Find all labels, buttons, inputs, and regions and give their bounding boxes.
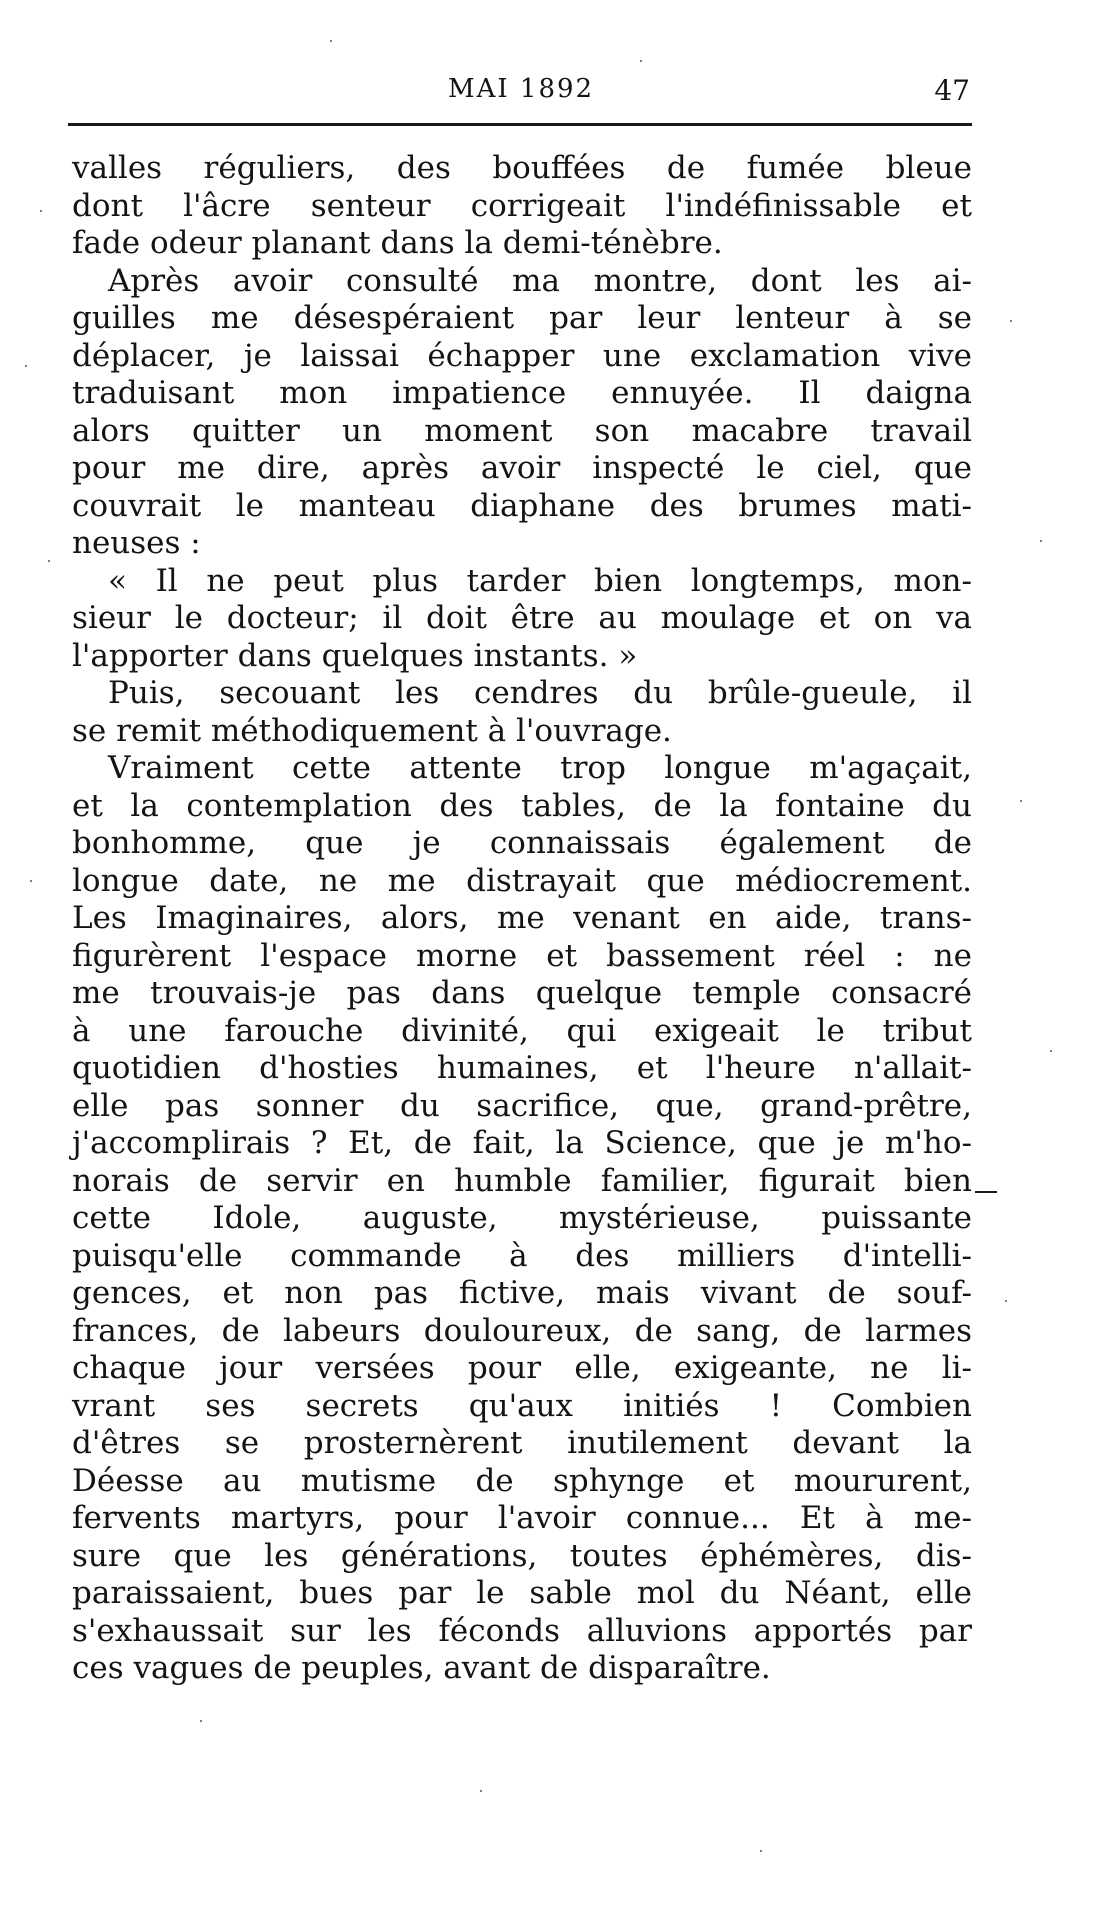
- text-line: vrant ses secrets qu'aux initiés ! Combien: [72, 1387, 972, 1424]
- text-line: Déesse au mutisme de sphynge et moururent,: [72, 1462, 972, 1499]
- text-line: ces vagues de peuples, avant de disparaître.: [72, 1650, 771, 1686]
- text-line: j'accomplirais ? Et, de fait, la Science, que je m'ho-: [72, 1125, 972, 1161]
- scan-speck: [25, 365, 27, 367]
- scan-speck: [480, 1790, 482, 1792]
- page-header: [68, 74, 970, 114]
- margin-dash: [975, 1191, 997, 1193]
- text-line: Puis, secouant les cendres du brûle-gueule, il: [108, 675, 972, 711]
- text-line: alors quitter un moment son macabre travail: [72, 412, 972, 449]
- text-line: et la contemplation des tables, de la fontaine du: [72, 787, 972, 824]
- scan-speck: [640, 60, 642, 62]
- text-line: valles réguliers, des bouffées de fumée bleue: [72, 150, 972, 186]
- text-line: figurèrent l'espace morne et bassement réel : ne: [72, 937, 972, 974]
- text-line: d'êtres se prosternèrent inutilement devant la: [72, 1425, 972, 1461]
- page-number: 47: [934, 74, 970, 107]
- text-line: quotidien d'hosties humaines, et l'heure n'allait-: [72, 1050, 972, 1086]
- text-line: chaque jour versées pour elle, exigeante, ne li-: [72, 1350, 972, 1386]
- text-line: elle pas sonner du sacrifice, que, grand-prêtre,: [72, 1087, 972, 1124]
- scan-speck: [200, 1720, 202, 1722]
- text-line: dont l'âcre senteur corrigeait l'indéfinissable et: [72, 187, 972, 224]
- scan-speck: [760, 1850, 762, 1852]
- scan-speck: [30, 880, 32, 882]
- text-line: paraissaient, bues par le sable mol du Néant, elle: [72, 1575, 972, 1611]
- text-line: traduisant mon impatience ennuyée. Il daigna: [72, 375, 972, 411]
- text-line: « Il ne peut plus tarder bien longtemps, mon-: [108, 562, 972, 599]
- text-line: sure que les générations, toutes éphémères, dis-: [72, 1537, 972, 1574]
- text-line: longue date, ne me distrayait que médiocrement.: [72, 862, 972, 899]
- scan-speck: [40, 210, 42, 212]
- scan-speck: [1050, 1050, 1052, 1052]
- text-line: couvrait le manteau diaphane des brumes mati-: [72, 487, 972, 524]
- scan-speck: [1020, 800, 1022, 802]
- scan-speck: [1040, 540, 1042, 542]
- text-line: norais de servir en humble familier, figurait bien: [72, 1162, 972, 1199]
- text-line: puisqu'elle commande à des milliers d'intelli-: [72, 1237, 972, 1274]
- text-line: frances, de labeurs douloureux, de sang, de larmes: [72, 1312, 972, 1349]
- text-line: Après avoir consulté ma montre, dont les ai-: [108, 262, 972, 299]
- text-line: me trouvais-je pas dans quelque temple consacré: [72, 975, 972, 1011]
- text-line: Les Imaginaires, alors, me venant en aide, trans-: [72, 900, 972, 936]
- text-line: bonhomme, que je connaissais également de: [72, 825, 972, 861]
- text-line: cette Idole, auguste, mystérieuse, puissante: [72, 1200, 972, 1236]
- text-line: déplacer, je laissai échapper une exclamation vive: [72, 337, 972, 374]
- body-text: [72, 150, 972, 1688]
- scan-speck: [330, 40, 332, 42]
- text-line: pour me dire, après avoir inspecté le ciel, que: [72, 450, 972, 486]
- text-line: se remit méthodiquement à l'ouvrage.: [72, 712, 672, 749]
- text-line: fade odeur planant dans la demi-ténèbre.: [72, 225, 723, 261]
- scan-speck: [1010, 320, 1012, 322]
- text-line: sieur le docteur; il doit être au moulage et on va: [72, 600, 972, 636]
- text-line: Vraiment cette attente trop longue m'agaçait,: [108, 750, 972, 786]
- text-line: s'exhaussait sur les féconds alluvions apportés par: [72, 1612, 972, 1649]
- text-line: neuses :: [72, 525, 201, 561]
- header-rule: [68, 123, 972, 126]
- text-line: gences, et non pas fictive, mais vivant de souf-: [72, 1275, 972, 1311]
- text-line: guilles me désespéraient par leur lenteur à se: [72, 300, 972, 336]
- scan-speck: [1005, 1300, 1007, 1302]
- running-title: MAI 1892: [448, 74, 595, 104]
- text-line: fervents martyrs, pour l'avoir connue... Et à me-: [72, 1500, 972, 1536]
- scan-speck: [48, 560, 50, 562]
- text-line: l'apporter dans quelques instants. »: [72, 637, 638, 674]
- text-line: à une farouche divinité, qui exigeait le tribut: [72, 1012, 972, 1049]
